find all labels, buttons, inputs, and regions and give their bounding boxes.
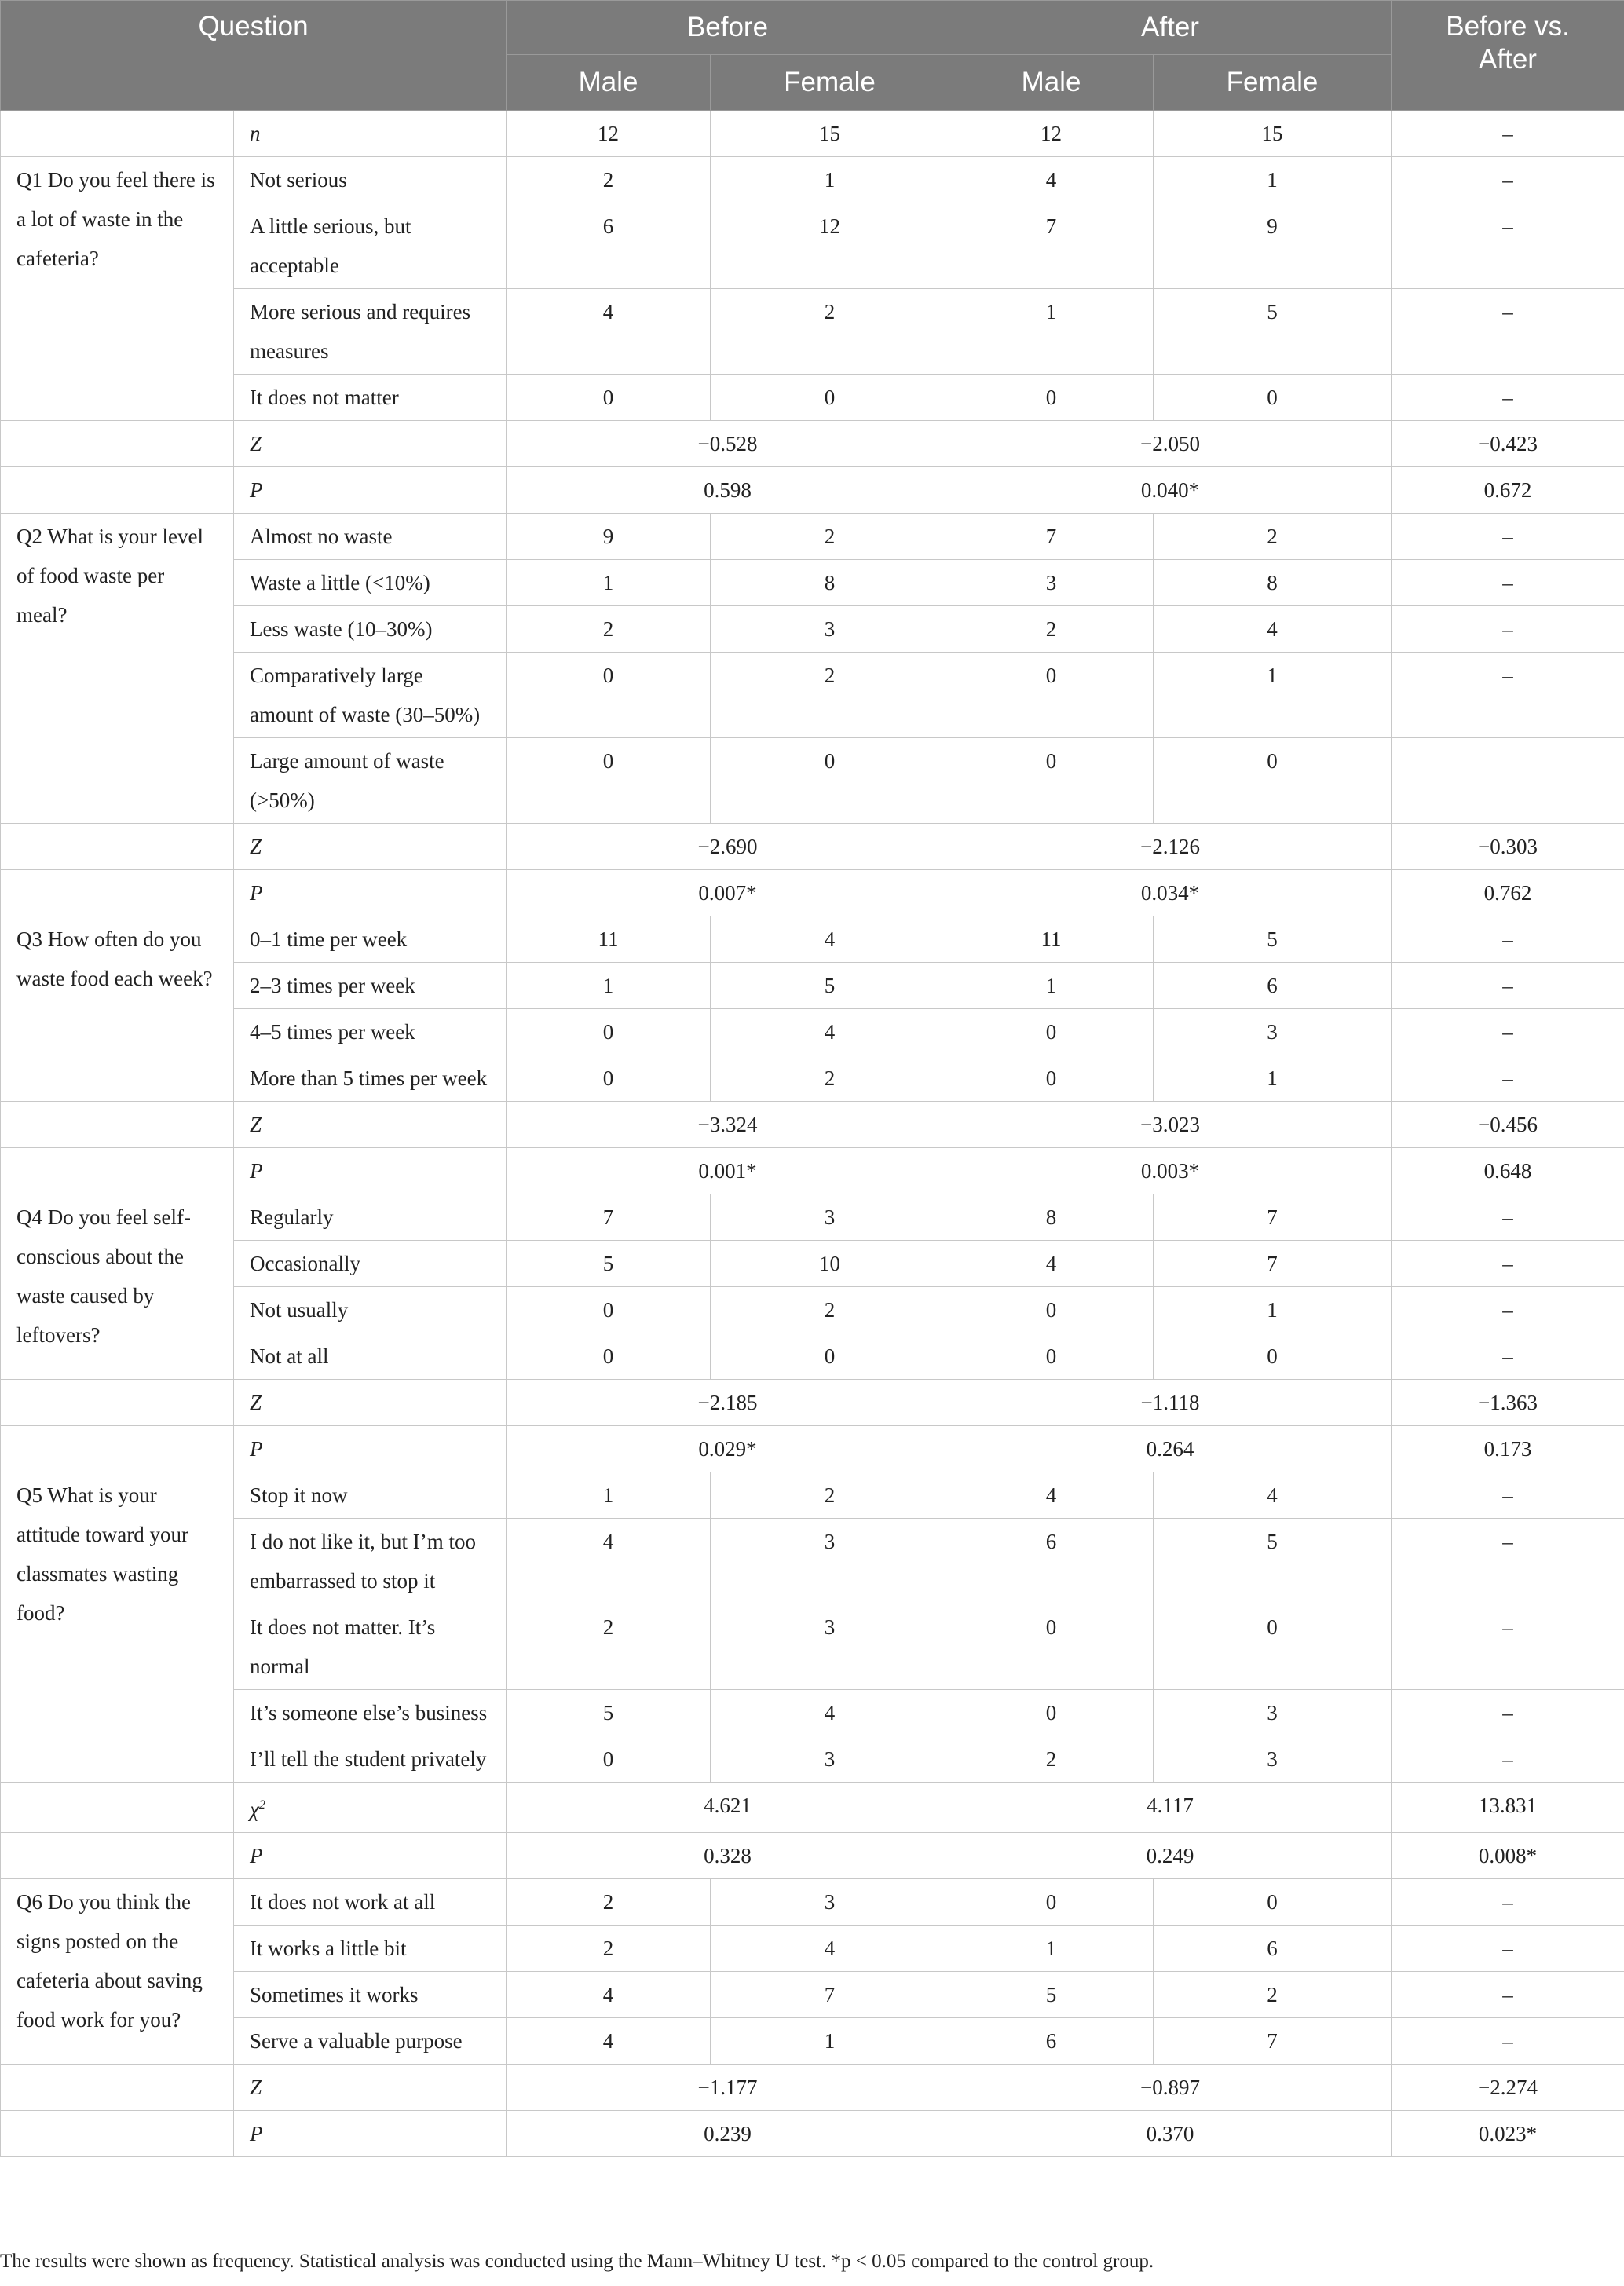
option-value: – <box>1392 203 1624 289</box>
header-after: After <box>949 1 1392 55</box>
option-label: I’ll tell the student privately <box>234 1736 507 1783</box>
table-row <box>1 963 1624 1009</box>
stat-after: 4.117 <box>949 1783 1392 1833</box>
option-value: 0 <box>507 375 711 421</box>
stat-before: −2.690 <box>507 824 949 870</box>
option-label: More than 5 times per week <box>234 1055 507 1102</box>
option-value: 5 <box>1154 1519 1392 1604</box>
option-value: 0 <box>1154 1604 1392 1690</box>
stat-before: 4.621 <box>507 1783 949 1833</box>
p-row <box>1 467 1624 514</box>
option-value: 1 <box>1154 157 1392 203</box>
option-value: 5 <box>949 1972 1154 2018</box>
n-value: 15 <box>1154 111 1392 157</box>
option-value: 5 <box>507 1241 711 1287</box>
p-before: 0.328 <box>507 1833 949 1879</box>
option-value: 11 <box>949 916 1154 963</box>
option-value: – <box>1392 1926 1624 1972</box>
option-value: 1 <box>507 963 711 1009</box>
stat-before-vs-after: −0.456 <box>1392 1102 1624 1148</box>
option-value: 4 <box>507 1972 711 2018</box>
option-value: – <box>1392 1972 1624 2018</box>
option-value: – <box>1392 1690 1624 1736</box>
option-label: It works a little bit <box>234 1926 507 1972</box>
option-value: 6 <box>1154 963 1392 1009</box>
option-value: 0 <box>711 738 949 824</box>
option-value: 5 <box>711 963 949 1009</box>
option-value: 2 <box>1154 1972 1392 2018</box>
option-value: 0 <box>949 1690 1154 1736</box>
option-value: 0 <box>507 1333 711 1380</box>
option-value: 4 <box>949 1472 1154 1519</box>
option-value: 3 <box>1154 1690 1392 1736</box>
option-value: 2 <box>507 1879 711 1926</box>
p-row <box>1 2111 1624 2157</box>
stat-row <box>1 1380 1624 1426</box>
stat-before-vs-after: −1.363 <box>1392 1380 1624 1426</box>
option-value: 8 <box>1154 560 1392 606</box>
option-value: – <box>1392 1241 1624 1287</box>
question-cell: Q6 Do you think the signs posted on the cafeteria about saving food work for you? <box>1 1879 234 2065</box>
option-value: 0 <box>949 1333 1154 1380</box>
option-value: 3 <box>949 560 1154 606</box>
option-value: 6 <box>949 2018 1154 2065</box>
stat-label <box>234 824 507 870</box>
option-value: 3 <box>1154 1009 1392 1055</box>
table-row-n <box>1 111 1624 157</box>
stat-before-vs-after: −0.423 <box>1392 421 1624 467</box>
option-value: – <box>1392 1333 1624 1380</box>
n-value: 12 <box>507 111 711 157</box>
question-cell: Q1 Do you feel there is a lot of waste in the cafeteria? <box>1 157 234 421</box>
header-after-male: Male <box>949 55 1154 111</box>
option-value: – <box>1392 289 1624 375</box>
option-label: Not serious <box>234 157 507 203</box>
empty-cell <box>1 1833 234 1879</box>
option-value: 0 <box>949 1879 1154 1926</box>
stat-row <box>1 824 1624 870</box>
table-row <box>1 375 1624 421</box>
stat-row <box>1 2065 1624 2111</box>
stat-before-vs-after: −0.303 <box>1392 824 1624 870</box>
stat-after: −1.118 <box>949 1380 1392 1426</box>
option-value: 0 <box>507 1055 711 1102</box>
option-value: 0 <box>507 1736 711 1783</box>
table-footnote: The results were shown as frequency. Statistical analysis was conducted using the Mann–Whitney U test. *p < 0.05 compared to the control group. <box>0 2251 1154 2272</box>
p-before-vs-after: 0.008* <box>1392 1833 1624 1879</box>
stat-symbol: Z <box>250 1391 262 1414</box>
empty-cell <box>1 421 234 467</box>
option-value <box>1392 738 1624 824</box>
option-value: 3 <box>711 1604 949 1690</box>
header-question: Question <box>1 1 507 111</box>
option-value: – <box>1392 514 1624 560</box>
stat-row <box>1 1783 1624 1833</box>
empty-cell <box>1 1426 234 1472</box>
question-cell: Q3 How often do you waste food each week? <box>1 916 234 1102</box>
header-after-female: Female <box>1154 55 1392 111</box>
option-value: 0 <box>949 375 1154 421</box>
option-value: 7 <box>507 1194 711 1241</box>
n-value: 12 <box>949 111 1154 157</box>
stat-after: −2.126 <box>949 824 1392 870</box>
option-value: 2 <box>507 157 711 203</box>
table-row <box>1 1055 1624 1102</box>
table-row <box>1 1690 1624 1736</box>
stat-label <box>234 421 507 467</box>
empty-cell <box>1 2065 234 2111</box>
p-after: 0.264 <box>949 1426 1392 1472</box>
p-label: P <box>234 870 507 916</box>
empty-cell <box>1 1148 234 1194</box>
stat-label <box>234 1783 507 1833</box>
option-value: – <box>1392 1879 1624 1926</box>
empty-cell <box>1 467 234 514</box>
option-value: 4 <box>949 1241 1154 1287</box>
table-row <box>1 606 1624 653</box>
option-value: – <box>1392 1009 1624 1055</box>
table-row <box>1 1333 1624 1380</box>
option-value: 4 <box>711 1690 949 1736</box>
stat-superscript: 2 <box>258 1798 265 1812</box>
stat-symbol: Z <box>250 835 262 858</box>
option-value: 0 <box>949 738 1154 824</box>
stat-label <box>234 1102 507 1148</box>
stat-symbol: Z <box>250 432 262 455</box>
n-value: – <box>1392 111 1624 157</box>
option-value: – <box>1392 1736 1624 1783</box>
option-value: 7 <box>1154 1194 1392 1241</box>
table-row <box>1 1519 1624 1604</box>
stat-after: −3.023 <box>949 1102 1392 1148</box>
option-value: 4 <box>1154 1472 1392 1519</box>
option-value: 7 <box>949 203 1154 289</box>
option-value: 2 <box>949 606 1154 653</box>
option-value: 1 <box>949 1926 1154 1972</box>
option-value: 5 <box>1154 916 1392 963</box>
option-label: Serve a valuable purpose <box>234 2018 507 2065</box>
option-value: 7 <box>711 1972 949 2018</box>
stat-before: −1.177 <box>507 2065 949 2111</box>
table-header <box>1 1 1624 111</box>
option-value: 4 <box>507 1519 711 1604</box>
question-cell: Q2 What is your level of food waste per meal? <box>1 514 234 824</box>
option-value: – <box>1392 2018 1624 2065</box>
option-value: 0 <box>1154 375 1392 421</box>
option-label: 2–3 times per week <box>234 963 507 1009</box>
question-cell: Q4 Do you feel self-conscious about the waste caused by leftovers? <box>1 1194 234 1380</box>
header-before: Before <box>507 1 949 55</box>
p-label: P <box>234 467 507 514</box>
table-row <box>1 203 1624 289</box>
option-value: 0 <box>507 738 711 824</box>
option-value: 0 <box>949 1055 1154 1102</box>
option-label: It’s someone else’s business <box>234 1690 507 1736</box>
table-row <box>1 1472 1624 1519</box>
option-value: 2 <box>1154 514 1392 560</box>
option-value: 0 <box>507 1287 711 1333</box>
p-row <box>1 1148 1624 1194</box>
stat-before-vs-after: 13.831 <box>1392 1783 1624 1833</box>
option-value: 1 <box>507 1472 711 1519</box>
p-label: P <box>234 1148 507 1194</box>
p-before: 0.598 <box>507 467 949 514</box>
table-row <box>1 1926 1624 1972</box>
p-after: 0.040* <box>949 467 1392 514</box>
table-row <box>1 653 1624 738</box>
option-value: 2 <box>507 1926 711 1972</box>
option-value: 2 <box>507 606 711 653</box>
option-value: 11 <box>507 916 711 963</box>
option-value: 1 <box>507 560 711 606</box>
option-value: 4 <box>507 289 711 375</box>
table-row <box>1 289 1624 375</box>
p-row <box>1 870 1624 916</box>
option-label: Large amount of waste (>50%) <box>234 738 507 824</box>
p-before: 0.001* <box>507 1148 949 1194</box>
stat-row <box>1 421 1624 467</box>
p-after: 0.370 <box>949 2111 1392 2157</box>
option-value: 2 <box>711 1472 949 1519</box>
option-value: 1 <box>1154 1287 1392 1333</box>
option-value: 0 <box>1154 1333 1392 1380</box>
stat-symbol: Z <box>250 1113 262 1136</box>
option-label: It does not matter <box>234 375 507 421</box>
table-row <box>1 738 1624 824</box>
option-value: – <box>1392 560 1624 606</box>
option-value: 3 <box>711 1194 949 1241</box>
option-value: – <box>1392 1604 1624 1690</box>
table-row <box>1 1287 1624 1333</box>
p-before: 0.239 <box>507 2111 949 2157</box>
option-value: – <box>1392 1287 1624 1333</box>
table-row <box>1 560 1624 606</box>
option-value: 3 <box>711 1519 949 1604</box>
stat-after: −0.897 <box>949 2065 1392 2111</box>
table-row <box>1 2018 1624 2065</box>
empty-cell <box>1 1783 234 1833</box>
option-value: – <box>1392 653 1624 738</box>
option-value: 2 <box>711 1055 949 1102</box>
option-value: 2 <box>711 514 949 560</box>
option-label: A little serious, but acceptable <box>234 203 507 289</box>
option-value: 7 <box>949 514 1154 560</box>
option-label: Less waste (10–30%) <box>234 606 507 653</box>
option-value: 4 <box>507 2018 711 2065</box>
empty-cell <box>1 111 234 157</box>
option-value: 9 <box>507 514 711 560</box>
option-value: – <box>1392 375 1624 421</box>
table-row <box>1 1879 1624 1926</box>
option-label: It does not work at all <box>234 1879 507 1926</box>
table-row <box>1 1604 1624 1690</box>
p-before-vs-after: 0.023* <box>1392 2111 1624 2157</box>
option-value: – <box>1392 1472 1624 1519</box>
p-before-vs-after: 0.672 <box>1392 467 1624 514</box>
table-row <box>1 1736 1624 1783</box>
option-label: Not usually <box>234 1287 507 1333</box>
option-label: Occasionally <box>234 1241 507 1287</box>
n-value: 15 <box>711 111 949 157</box>
question-cell: Q5 What is your attitude toward your classmates wasting food? <box>1 1472 234 1783</box>
p-row <box>1 1426 1624 1472</box>
option-value: 6 <box>949 1519 1154 1604</box>
stat-label <box>234 2065 507 2111</box>
option-label: Regularly <box>234 1194 507 1241</box>
option-label: Almost no waste <box>234 514 507 560</box>
option-value: 12 <box>711 203 949 289</box>
option-value: 0 <box>949 1009 1154 1055</box>
option-value: 4 <box>711 916 949 963</box>
option-value: 8 <box>949 1194 1154 1241</box>
table-row <box>1 157 1624 203</box>
option-value: – <box>1392 1519 1624 1604</box>
option-value: 2 <box>711 653 949 738</box>
option-label: Waste a little (<10%) <box>234 560 507 606</box>
option-value: 10 <box>711 1241 949 1287</box>
option-value: 0 <box>949 1604 1154 1690</box>
table-row <box>1 1972 1624 2018</box>
stat-symbol: χ <box>250 1798 259 1821</box>
empty-cell <box>1 824 234 870</box>
option-value: 6 <box>507 203 711 289</box>
table-row <box>1 1194 1624 1241</box>
option-value: 6 <box>1154 1926 1392 1972</box>
table-row <box>1 1009 1624 1055</box>
option-value: 7 <box>1154 1241 1392 1287</box>
p-label: P <box>234 1833 507 1879</box>
option-value: 5 <box>1154 289 1392 375</box>
option-value: 5 <box>507 1690 711 1736</box>
table-row <box>1 916 1624 963</box>
stat-before-vs-after: −2.274 <box>1392 2065 1624 2111</box>
option-value: 3 <box>711 606 949 653</box>
option-value: 9 <box>1154 203 1392 289</box>
p-after: 0.249 <box>949 1833 1392 1879</box>
option-value: – <box>1392 1194 1624 1241</box>
option-value: 0 <box>711 1333 949 1380</box>
option-value: 0 <box>711 375 949 421</box>
option-value: 3 <box>711 1879 949 1926</box>
option-label: It does not matter. It’s normal <box>234 1604 507 1690</box>
empty-cell <box>1 2111 234 2157</box>
option-value: 1 <box>711 157 949 203</box>
option-label: Comparatively large amount of waste (30–50%) <box>234 653 507 738</box>
option-value: 1 <box>1154 653 1392 738</box>
option-value: 4 <box>949 157 1154 203</box>
stat-before: −2.185 <box>507 1380 949 1426</box>
option-value: 1 <box>1154 1055 1392 1102</box>
option-label: I do not like it, but I’m too embarrassed to stop it <box>234 1519 507 1604</box>
option-value: – <box>1392 606 1624 653</box>
p-before-vs-after: 0.173 <box>1392 1426 1624 1472</box>
option-value: 0 <box>949 1287 1154 1333</box>
option-label: More serious and requires measures <box>234 289 507 375</box>
stat-symbol: Z <box>250 2076 262 2099</box>
option-value: 7 <box>1154 2018 1392 2065</box>
option-value: 2 <box>507 1604 711 1690</box>
option-value: 0 <box>507 653 711 738</box>
stat-before: −0.528 <box>507 421 949 467</box>
header-before-male: Male <box>507 55 711 111</box>
empty-cell <box>1 1380 234 1426</box>
option-value: 2 <box>711 1287 949 1333</box>
header-before-vs-after: Before vs. After <box>1392 1 1624 111</box>
option-label: Sometimes it works <box>234 1972 507 2018</box>
p-label: P <box>234 1426 507 1472</box>
option-value: 4 <box>711 1926 949 1972</box>
p-row <box>1 1833 1624 1879</box>
p-before: 0.029* <box>507 1426 949 1472</box>
n-label: n <box>234 111 507 157</box>
empty-cell <box>1 1102 234 1148</box>
p-before-vs-after: 0.648 <box>1392 1148 1624 1194</box>
option-label: Not at all <box>234 1333 507 1380</box>
option-value: 3 <box>711 1736 949 1783</box>
p-before-vs-after: 0.762 <box>1392 870 1624 916</box>
table-row <box>1 1241 1624 1287</box>
option-value: 0 <box>1154 738 1392 824</box>
option-value: – <box>1392 1055 1624 1102</box>
option-value: 2 <box>711 289 949 375</box>
p-label: P <box>234 2111 507 2157</box>
option-value: – <box>1392 157 1624 203</box>
option-value: – <box>1392 916 1624 963</box>
table-row <box>1 514 1624 560</box>
empty-cell <box>1 870 234 916</box>
option-value: 0 <box>1154 1879 1392 1926</box>
stat-before: −3.324 <box>507 1102 949 1148</box>
option-value: 0 <box>949 653 1154 738</box>
option-value: 0 <box>507 1009 711 1055</box>
option-value: 2 <box>949 1736 1154 1783</box>
option-value: 1 <box>711 2018 949 2065</box>
p-after: 0.003* <box>949 1148 1392 1194</box>
option-label: 4–5 times per week <box>234 1009 507 1055</box>
option-value: 1 <box>949 963 1154 1009</box>
p-after: 0.034* <box>949 870 1392 916</box>
option-value: – <box>1392 963 1624 1009</box>
option-label: Stop it now <box>234 1472 507 1519</box>
option-value: 1 <box>949 289 1154 375</box>
option-label: 0–1 time per week <box>234 916 507 963</box>
table-body <box>1 111 1624 2157</box>
option-value: 8 <box>711 560 949 606</box>
p-before: 0.007* <box>507 870 949 916</box>
stat-after: −2.050 <box>949 421 1392 467</box>
stat-row <box>1 1102 1624 1148</box>
option-value: 3 <box>1154 1736 1392 1783</box>
option-value: 4 <box>711 1009 949 1055</box>
header-before-female: Female <box>711 55 949 111</box>
stat-label <box>234 1380 507 1426</box>
option-value: 4 <box>1154 606 1392 653</box>
